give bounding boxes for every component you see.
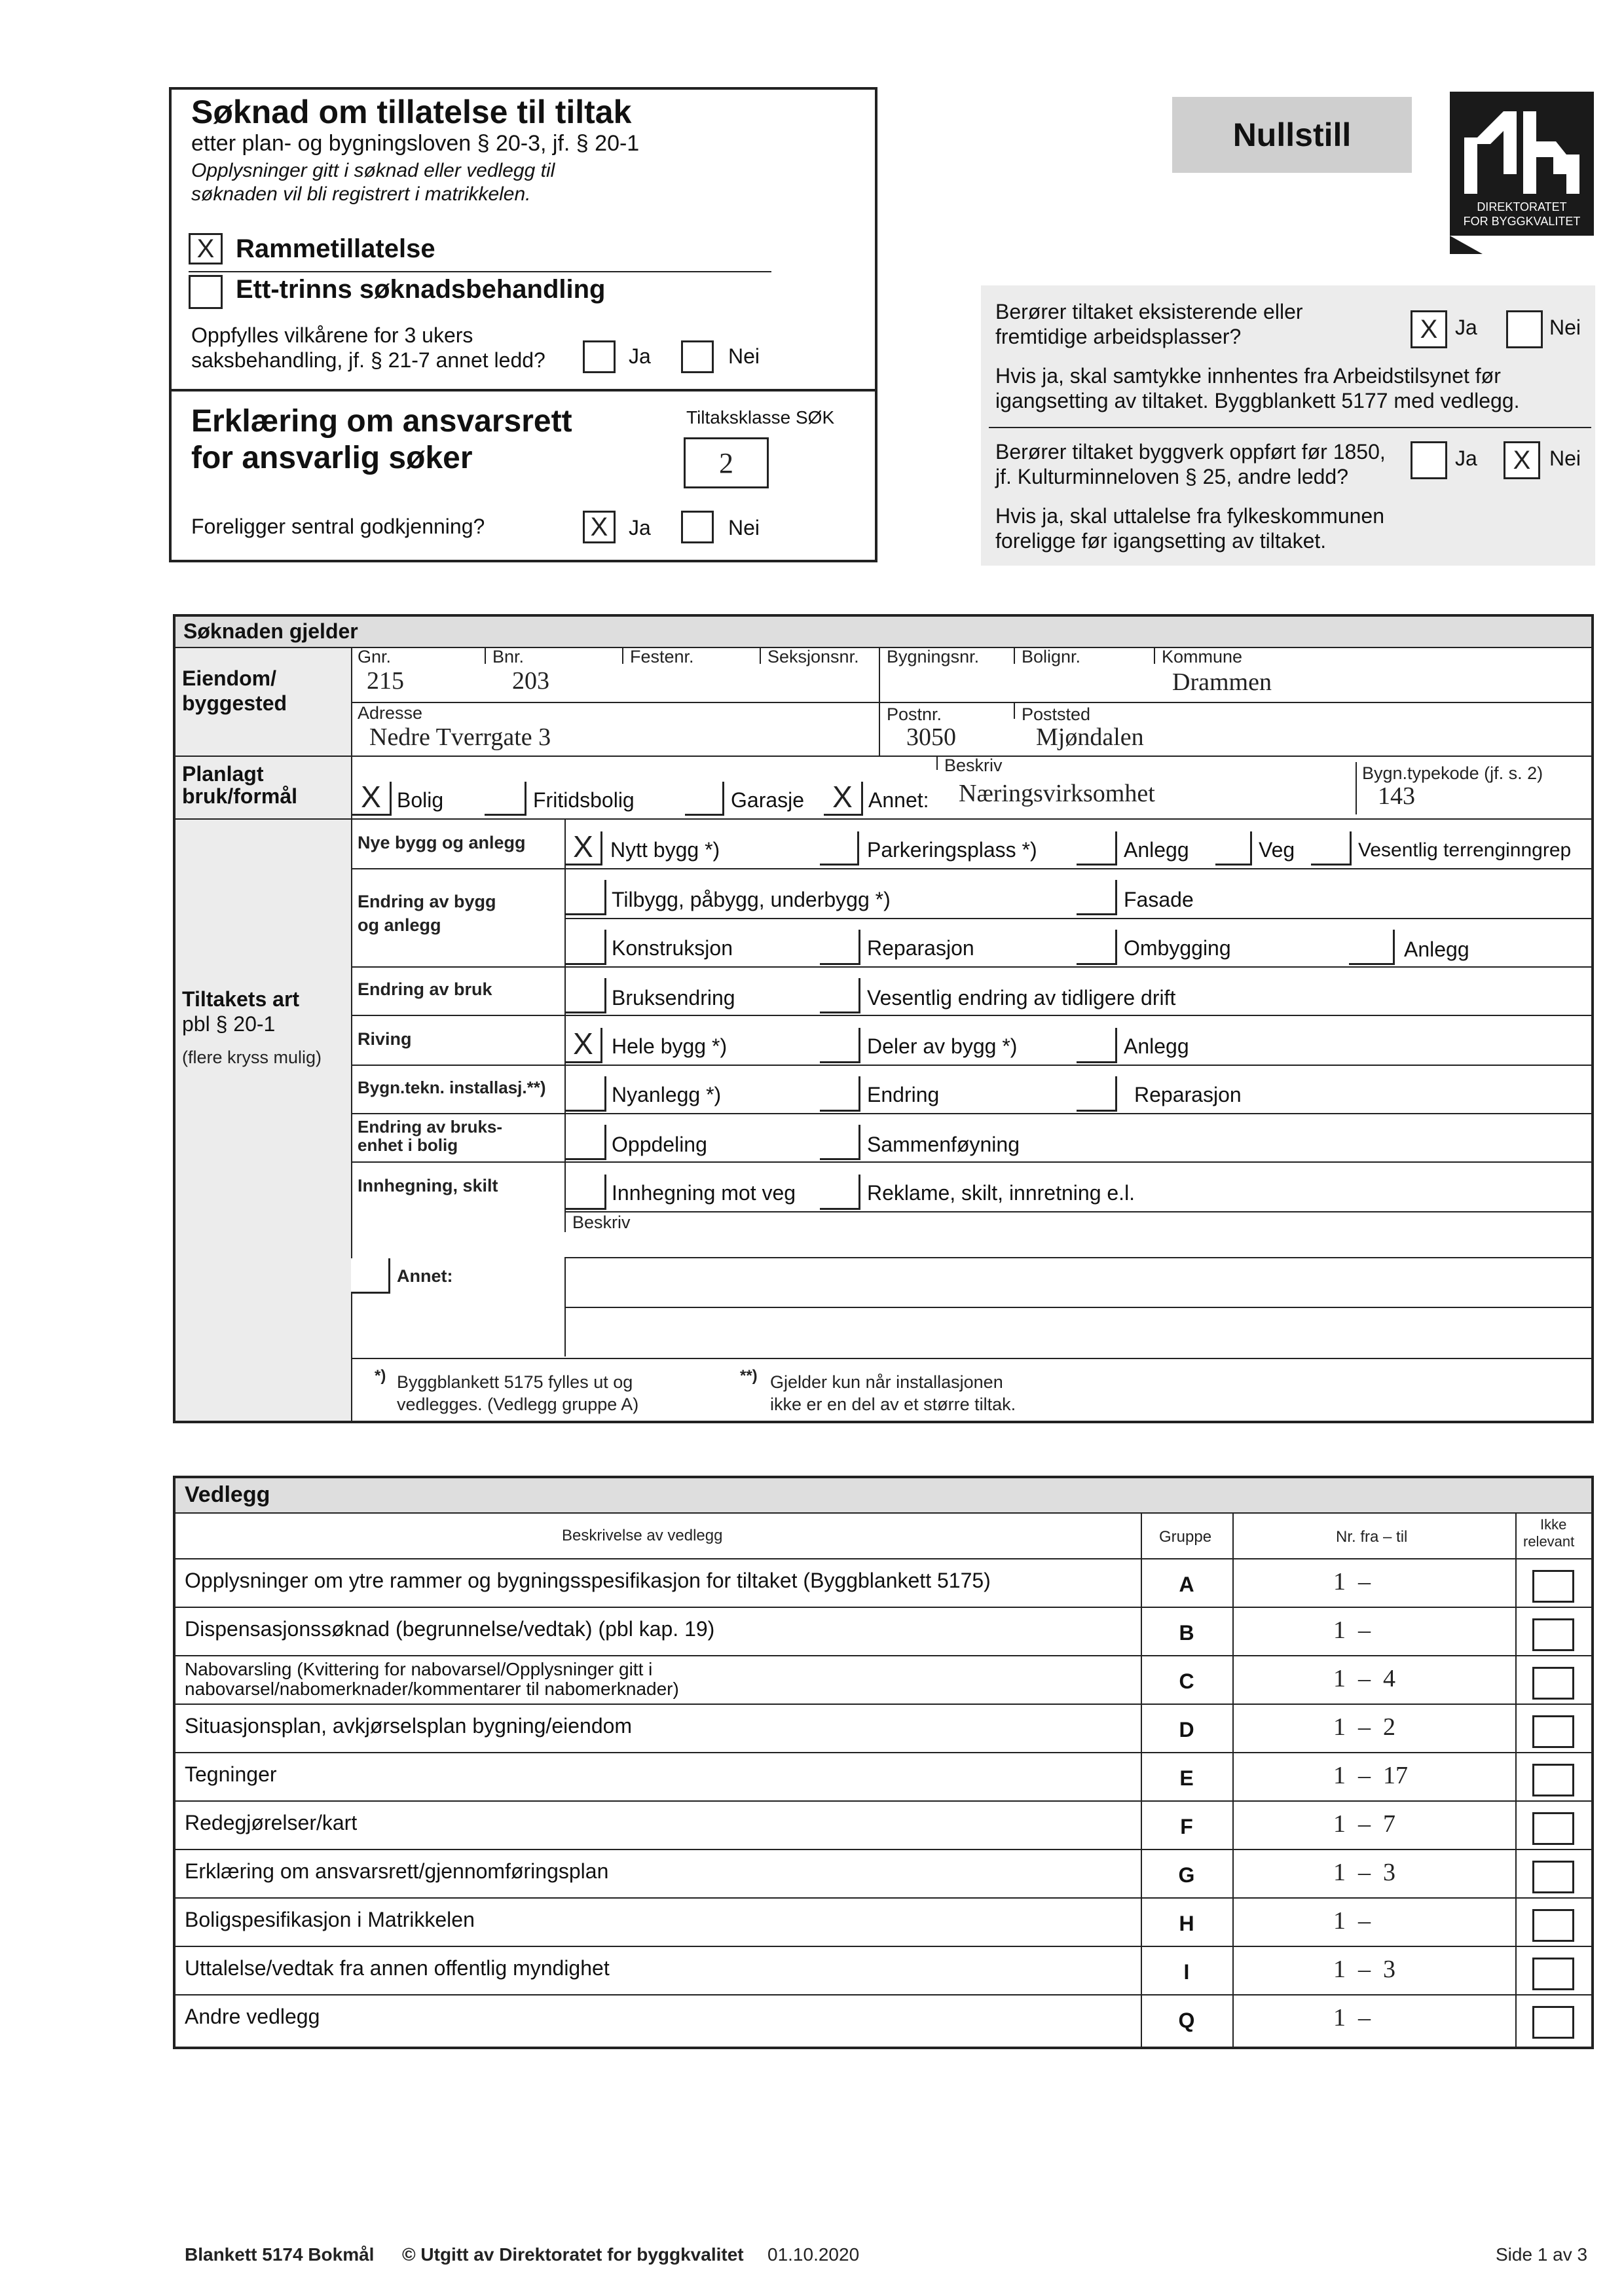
divider [1014, 703, 1015, 719]
fritidsbolig-label: Fritidsbolig [533, 788, 635, 812]
festenr-label: Festenr. [630, 647, 694, 666]
sentral-nei-label: Nei [728, 516, 760, 539]
terrenginngrep-label: Vesentlig terrenginngrep [1358, 839, 1572, 861]
row-divider [175, 1800, 1591, 1802]
ikke-relevant-checkbox[interactable] [1532, 1667, 1574, 1700]
hele-bygg-checkbox[interactable]: X [566, 1028, 602, 1063]
garasje-checkbox[interactable] [685, 782, 724, 816]
endring-installasjon-label: Endring [867, 1083, 940, 1106]
row-divider [175, 1655, 1591, 1656]
adresse-field[interactable]: Nedre Tverrgate 3 [369, 723, 551, 751]
endring-bruksenhet-label-2: enhet i bolig [358, 1135, 458, 1155]
kulturminne-question: Berører tiltaket byggverk oppført før 1850, [995, 440, 1386, 464]
reparasjon-label: Reparasjon [867, 936, 974, 960]
kommune-label: Kommune [1162, 647, 1243, 666]
vedlegg-group: B [1179, 1621, 1194, 1645]
vedlegg-group: C [1179, 1669, 1194, 1693]
annet-tiltak-checkbox[interactable] [351, 1258, 390, 1294]
reklame-label: Reklame, skilt, innretning e.l. [867, 1181, 1135, 1205]
divider [351, 966, 1591, 968]
note1-text: Byggblankett 5175 fylles ut og [397, 1372, 633, 1392]
oppfylles-question-2: saksbehandling, jf. § 21-7 annet ledd? [191, 348, 545, 372]
divider [879, 702, 880, 756]
divider [1593, 648, 1594, 756]
innhegning-checkbox[interactable] [566, 1175, 606, 1210]
tilbygg-label: Tilbygg, påbygg, underbygg *) [612, 888, 891, 911]
vedlegg-nr-field[interactable]: 1 – [1333, 1616, 1371, 1644]
kulturminne-nei-label: Nei [1549, 446, 1581, 470]
ombygging-label: Ombygging [1124, 936, 1231, 960]
annet-bruk-checkbox[interactable]: X [824, 782, 863, 816]
endring-installasjon-checkbox[interactable] [820, 1076, 860, 1112]
kulturminne-question-2: jf. Kulturminneloven § 25, andre ledd? [995, 465, 1349, 488]
arbeidsplasser-ja-label: Ja [1455, 316, 1477, 339]
row-divider [175, 1946, 1591, 1947]
rammetillatelse-checkbox[interactable]: X [189, 233, 223, 264]
endring-bruk-label: Endring av bruk [358, 979, 492, 999]
vedlegg-nr-field[interactable]: 1 – 2 [1333, 1713, 1395, 1741]
vedlegg-description: Andre vedlegg [185, 2005, 320, 2028]
fasade-checkbox[interactable] [1077, 880, 1117, 915]
bruksendring-label: Bruksendring [612, 986, 735, 1010]
deler-av-bygg-checkbox[interactable] [820, 1028, 860, 1063]
form-title: Søknad om tillatelse til tiltak [191, 94, 632, 130]
beskriv-label: Beskriv [944, 756, 1003, 775]
divider [1154, 648, 1155, 664]
bygn-typekode-field[interactable]: 143 [1378, 782, 1415, 810]
postnr-field[interactable]: 3050 [906, 723, 956, 751]
vedlegg-description: Tegninger [185, 1762, 277, 1786]
sentral-ja-checkbox[interactable]: X [583, 511, 616, 543]
col-nr: Nr. fra – til [1336, 1528, 1408, 1546]
kulturminne-ja-checkbox[interactable] [1411, 441, 1447, 479]
divider [351, 648, 352, 1421]
seksjonsnr-label: Seksjonsnr. [767, 647, 859, 666]
ett-trinns-checkbox[interactable] [189, 275, 223, 309]
vedlegg-nr-field[interactable]: 1 – [1333, 2004, 1371, 2032]
divider [760, 648, 761, 664]
col-ikke-relevant: Ikke [1540, 1516, 1567, 1533]
anlegg-nye-checkbox[interactable] [1077, 831, 1117, 866]
konstruksjon-checkbox[interactable] [566, 930, 606, 965]
vedlegg-description: Redegjørelser/kart [185, 1811, 358, 1834]
vedlegg-nr-field[interactable]: 1 – 3 [1333, 1859, 1395, 1886]
vedlegg-description: Situasjonsplan, avkjørselsplan bygning/eiendom [185, 1714, 633, 1738]
footer-date: 01.10.2020 [767, 2244, 860, 2265]
divider [485, 648, 486, 664]
pbl-label: pbl § 20-1 [182, 1012, 276, 1036]
nytt-bygg-checkbox[interactable]: X [566, 831, 602, 866]
endring-bygg-label: Endring av bygg [358, 892, 496, 911]
bruksendring-checkbox[interactable] [566, 978, 606, 1013]
parkeringsplass-label: Parkeringsplass *) [867, 838, 1037, 862]
ikke-relevant-checkbox[interactable] [1532, 1812, 1574, 1845]
ikke-relevant-checkbox[interactable] [1532, 1764, 1574, 1796]
col-ikke-relevant-2: relevant [1523, 1533, 1575, 1550]
vedlegg-description: Dispensasjonssøknad (begrunnelse/vedtak) (pbl kap. 19) [185, 1617, 715, 1641]
bolignr-label: Bolignr. [1022, 647, 1081, 666]
divider [351, 1161, 1591, 1163]
anlegg-riving-checkbox[interactable] [1077, 1028, 1117, 1063]
sentral-ja-label: Ja [629, 516, 651, 539]
kommune-field[interactable]: Drammen [1172, 668, 1272, 696]
divider [351, 868, 1591, 869]
ikke-relevant-checkbox[interactable] [1532, 1861, 1574, 1893]
erklaering-title: Erklæring om ansvarsrett [191, 404, 572, 439]
directorate-logo [1450, 92, 1594, 254]
reparasjon-installasjon-checkbox[interactable] [1077, 1076, 1117, 1112]
arbeidsplasser-nei-label: Nei [1549, 316, 1581, 339]
note1-star: *) [375, 1367, 386, 1385]
vedlegg-group: F [1180, 1815, 1193, 1838]
bygn-tekn-label: Bygn.tekn. installasj.**) [358, 1078, 546, 1097]
konstruksjon-label: Konstruksjon [612, 936, 733, 960]
divider [351, 1358, 1591, 1359]
footer-publisher: © Utgitt av Direktoratet for byggkvalitet [402, 2244, 744, 2265]
ombygging-checkbox[interactable] [1077, 930, 1117, 965]
vedlegg-description: Opplysninger om ytre rammer og bygningsspesifikasjon for tiltaket (Byggblankett 5175) [185, 1569, 991, 1592]
divider [172, 389, 875, 392]
endring-bygg-label-2: og anlegg [358, 915, 441, 935]
oppfylles-nei-checkbox[interactable] [681, 340, 714, 373]
row-divider [175, 1994, 1591, 1995]
divider [1232, 1512, 1234, 2047]
oppfylles-ja-checkbox[interactable] [583, 340, 616, 373]
divider [622, 648, 623, 664]
vedlegg-heading-bar [175, 1478, 1591, 1514]
vedlegg-group: I [1183, 1960, 1190, 1984]
fritidsbolig-checkbox[interactable] [485, 782, 526, 816]
vedlegg-description: Erklæring om ansvarsrett/gjennomføringsplan [185, 1859, 609, 1883]
garasje-label: Garasje [731, 788, 805, 812]
oppfylles-nei-label: Nei [728, 344, 760, 368]
sammenfoyning-label: Sammenføyning [867, 1133, 1020, 1156]
planlagt-label: Planlagt [182, 762, 264, 786]
anlegg-endring-checkbox[interactable] [1349, 930, 1395, 965]
vesentlig-endring-label: Vesentlig endring av tidligere drift [867, 986, 1176, 1010]
note2-text-2: ikke er en del av et større tiltak. [770, 1394, 1016, 1414]
erklaering-title-2: for ansvarlig søker [191, 441, 473, 475]
divider [1356, 762, 1357, 814]
row-divider [175, 1752, 1591, 1753]
rammetillatelse-label: Rammetillatelse [236, 234, 435, 263]
arbeidsplasser-ja-checkbox[interactable]: X [1411, 310, 1447, 348]
oppdeling-label: Oppdeling [612, 1133, 707, 1156]
ett-trinns-label: Ett-trinns søknadsbehandling [236, 275, 606, 304]
row-divider [175, 1849, 1591, 1850]
oppdeling-checkbox[interactable] [566, 1125, 606, 1160]
ikke-relevant-checkbox[interactable] [1532, 2006, 1574, 2039]
fasade-label: Fasade [1124, 888, 1194, 911]
vedlegg-group: E [1179, 1766, 1194, 1790]
vedlegg-group: Q [1178, 2009, 1195, 2032]
col-beskrivelse: Beskrivelse av vedlegg [562, 1527, 723, 1544]
divider [936, 756, 938, 770]
sammenfoyning-checkbox[interactable] [820, 1125, 860, 1160]
divider [1515, 1512, 1517, 2047]
annet-tiltak-field-2[interactable] [567, 1308, 1590, 1354]
veg-label: Veg [1259, 838, 1295, 862]
anlegg-endring-label: Anlegg [1404, 938, 1469, 961]
poststed-label: Poststed [1022, 704, 1091, 724]
footer-page: Side 1 av 3 [1496, 2244, 1588, 2265]
anlegg-nye-label: Anlegg [1124, 838, 1189, 862]
ikke-relevant-checkbox[interactable] [1532, 1715, 1574, 1748]
vedlegg-group: G [1178, 1863, 1195, 1887]
parkeringsplass-checkbox[interactable] [820, 831, 859, 866]
divider [189, 271, 771, 272]
vedlegg-nr-field[interactable]: 1 – 4 [1333, 1665, 1395, 1692]
innhegning-label: Innhegning mot veg [612, 1181, 796, 1205]
bnr-label: Bnr. [492, 647, 525, 666]
reparasjon-checkbox[interactable] [820, 930, 860, 965]
reset-button[interactable]: Nullstill [1172, 97, 1412, 173]
divider [351, 1113, 1591, 1114]
divider [989, 427, 1591, 428]
registration-note: Opplysninger gitt i søknad eller vedlegg til [191, 160, 555, 181]
ikke-relevant-checkbox[interactable] [1532, 1570, 1574, 1603]
nyanlegg-label: Nyanlegg *) [612, 1083, 722, 1106]
anlegg-riving-label: Anlegg [1124, 1034, 1189, 1058]
arbeidsplasser-nei-checkbox[interactable] [1506, 310, 1543, 348]
divider [351, 702, 1594, 703]
divider [566, 1211, 1591, 1212]
poststed-field[interactable]: Mjøndalen [1036, 723, 1144, 751]
oppfylles-ja-label: Ja [629, 344, 651, 368]
riving-label: Riving [358, 1029, 412, 1049]
divider [351, 1015, 1591, 1016]
eiendom-label: Eiendom/ [182, 666, 277, 690]
vedlegg-nr-field[interactable]: 1 – 17 [1333, 1762, 1408, 1789]
fylkeskommunen-info-2: foreligge før igangsetting av tiltaket. [995, 529, 1327, 553]
planlagt-label-2: bruk/formål [182, 784, 298, 808]
soknaden-heading: Søknaden gjelder [183, 619, 358, 643]
nytt-bygg-label: Nytt bygg *) [610, 838, 720, 862]
tiltaksklasse-label: Tiltaksklasse SØK [686, 407, 835, 428]
tiltaksklasse-field[interactable]: 2 [684, 437, 769, 488]
arbeidsplasser-question: Berører tiltaket eksisterende eller [995, 300, 1303, 323]
annet-bruk-label: Annet: [868, 788, 929, 812]
nyanlegg-checkbox[interactable] [566, 1076, 606, 1112]
annet-bruk-field[interactable]: Næringsvirksomhet [959, 780, 1155, 807]
endring-bruksenhet-label: Endring av bruks- [358, 1117, 503, 1137]
row-divider [175, 1704, 1591, 1705]
vedlegg-heading: Vedlegg [185, 1482, 270, 1507]
veg-checkbox[interactable] [1215, 831, 1252, 866]
vedlegg-nr-field[interactable]: 1 – 3 [1333, 1956, 1395, 1983]
adresse-label: Adresse [358, 703, 423, 723]
arbeidsplasser-question-2: fremtidige arbeidsplasser? [995, 325, 1242, 348]
annet-tiltak-label: Annet: [397, 1266, 453, 1286]
sentral-nei-checkbox[interactable] [681, 511, 714, 543]
form-subtitle: etter plan- og bygningsloven § 20-3, jf. § 20-1 [191, 131, 640, 156]
gnr-field[interactable]: 215 [367, 667, 404, 695]
nye-bygg-label: Nye bygg og anlegg [358, 833, 526, 852]
section-heading-bar [175, 617, 1591, 648]
arbeidstilsynet-info-2: igangsetting av tiltaket. Byggblankett 5177 med vedlegg. [995, 389, 1520, 412]
hele-bygg-label: Hele bygg *) [612, 1034, 728, 1058]
beskriv-tiltak-label: Beskriv [572, 1212, 631, 1232]
divider [1014, 648, 1015, 664]
terrenginngrep-checkbox[interactable] [1311, 831, 1352, 866]
divider [879, 648, 880, 702]
vedlegg-nr-field[interactable]: 1 – [1333, 1907, 1371, 1935]
ikke-relevant-checkbox[interactable] [1532, 1958, 1574, 1990]
vedlegg-nr-field[interactable]: 1 – [1333, 1568, 1371, 1595]
innhegning-skilt-label: Innhegning, skilt [358, 1176, 498, 1195]
fylkeskommunen-info: Hvis ja, skal uttalelse fra fylkeskommunen [995, 504, 1384, 528]
bolig-label: Bolig [397, 788, 444, 812]
reklame-checkbox[interactable] [820, 1175, 860, 1210]
divider [566, 918, 1591, 919]
note2-star: **) [740, 1367, 758, 1385]
footer-form-id: Blankett 5174 Bokmål [185, 2244, 375, 2265]
col-gruppe: Gruppe [1159, 1528, 1212, 1546]
oppfylles-question: Oppfylles vilkårene for 3 ukers [191, 323, 473, 347]
arbeidstilsynet-info: Hvis ja, skal samtykke innhentes fra Arbeidstilsynet før [995, 364, 1501, 388]
postnr-label: Postnr. [887, 704, 942, 724]
bygningsnr-label: Bygningsnr. [887, 647, 980, 666]
row-divider [175, 1897, 1591, 1899]
note2-text: Gjelder kun når installasjonen [770, 1372, 1003, 1392]
ikke-relevant-checkbox[interactable] [1532, 1909, 1574, 1942]
row-divider [175, 1558, 1591, 1559]
divider [175, 818, 1591, 820]
eiendom-label-2: byggested [182, 691, 287, 715]
registration-note-2: søknaden vil bli registrert i matrikkelen. [191, 183, 531, 205]
vedlegg-group: H [1179, 1912, 1194, 1935]
flere-kryss-label: (flere kryss mulig) [182, 1048, 322, 1067]
sentral-question: Foreligger sentral godkjenning? [191, 515, 485, 538]
logo-text-2: FOR BYGGKVALITET [1463, 215, 1581, 228]
tilbygg-checkbox[interactable] [566, 880, 606, 915]
vedlegg-description: Nabovarsling (Kvittering for nabovarsel/Opplysninger gitt i [185, 1659, 653, 1679]
bygn-typekode-label: Bygn.typekode (jf. s. 2) [1362, 763, 1543, 783]
gnr-label: Gnr. [358, 647, 392, 666]
annet-tiltak-field-1[interactable] [567, 1258, 1590, 1304]
vesentlig-endring-checkbox[interactable] [820, 978, 860, 1013]
kulturminne-ja-label: Ja [1455, 446, 1477, 470]
row-divider [175, 1607, 1591, 1608]
vedlegg-description: Boligspesifikasjon i Matrikkelen [185, 1908, 475, 1931]
divider [175, 756, 1591, 757]
tiltakets-art-label: Tiltakets art [182, 987, 300, 1011]
deler-av-bygg-label: Deler av bygg *) [867, 1034, 1018, 1058]
vedlegg-nr-field[interactable]: 1 – 7 [1333, 1810, 1395, 1838]
reparasjon-installasjon-label: Reparasjon [1134, 1083, 1242, 1106]
divider [351, 1065, 1591, 1066]
note1-text-2: vedlegges. (Vedlegg gruppe A) [397, 1394, 639, 1414]
logo-text-1: DIREKTORATET [1477, 200, 1567, 213]
vedlegg-description: nabovarsel/nabomerknader/kommentarer til nabomerknader) [185, 1679, 679, 1699]
kulturminne-nei-checkbox[interactable]: X [1504, 441, 1540, 479]
vedlegg-group: A [1179, 1573, 1194, 1596]
bnr-field[interactable]: 203 [512, 667, 549, 695]
bolig-checkbox[interactable]: X [352, 782, 392, 816]
vedlegg-description: Uttalelse/vedtak fra annen offentlig myndighet [185, 1956, 610, 1980]
ikke-relevant-checkbox[interactable] [1532, 1618, 1574, 1651]
vedlegg-group: D [1179, 1718, 1194, 1741]
